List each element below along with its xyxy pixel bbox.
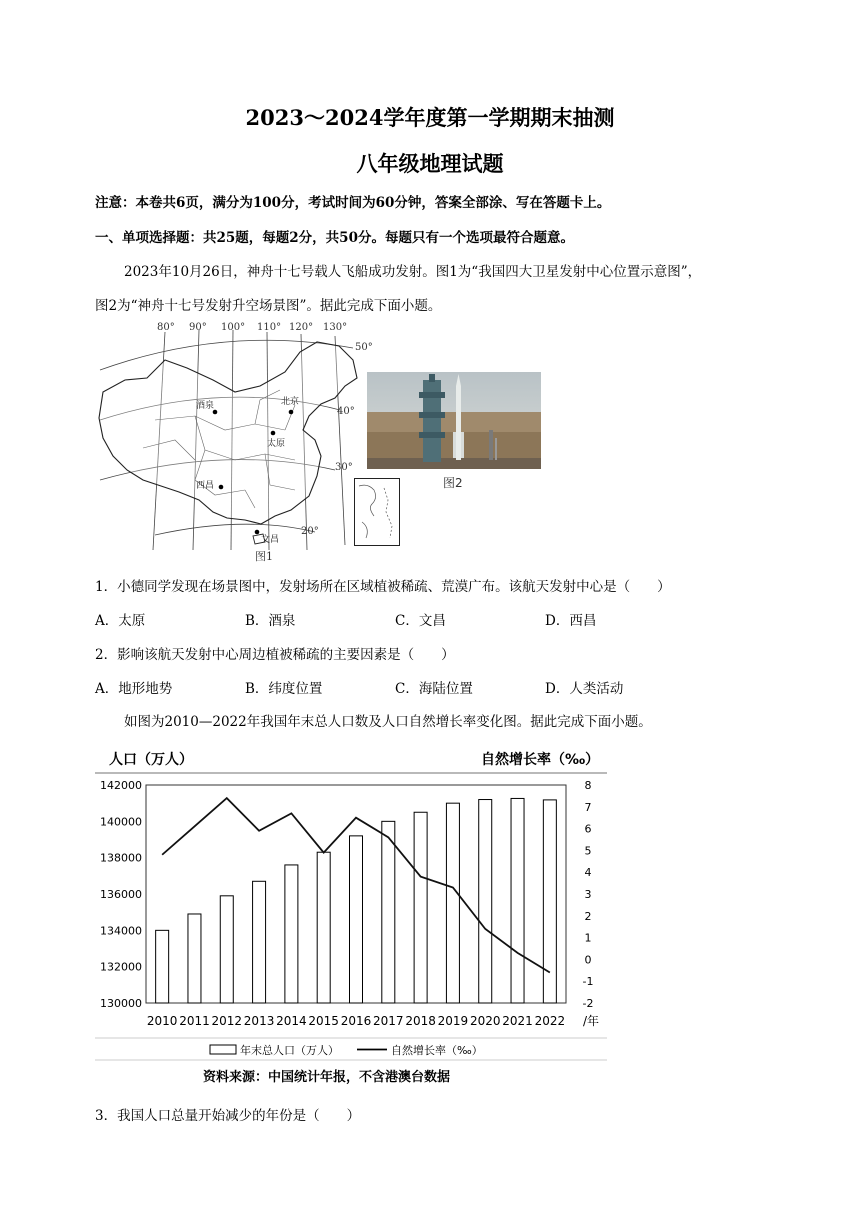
right-tick-label: -2	[582, 997, 594, 1010]
xichang-marker	[219, 485, 224, 490]
population-bar	[317, 852, 330, 1003]
right-tick-label: -1	[582, 975, 594, 989]
lon-label: 110°	[257, 322, 282, 333]
population-bar	[220, 896, 233, 1003]
population-bar	[156, 930, 169, 1003]
y-right-axis-label: 自然增长率（‰）	[481, 752, 600, 768]
notice: 注意：本卷共6页，满分为100分，考试时间为60分钟，答案全部涂、写在答题卡上。	[95, 195, 611, 211]
place-label-taiyuan: 太原	[267, 439, 286, 449]
x-tick-label: 2013	[243, 1014, 275, 1028]
left-tick-label: 138000	[100, 851, 142, 865]
place-label-xichang: 西昌	[196, 481, 215, 491]
q2-option-a[interactable]: A．地形地势	[95, 681, 173, 697]
q1-option-c[interactable]: C．文昌	[395, 613, 446, 629]
legend-bar-label: 年末总人口（万人）	[240, 1044, 339, 1057]
q1-option-d[interactable]: D．西昌	[545, 613, 597, 629]
figure1-map	[95, 320, 395, 565]
legend-line-label: 自然增长率（‰）	[391, 1044, 483, 1057]
q1-option-a[interactable]: A．太原	[95, 613, 146, 629]
population-bars	[156, 798, 557, 1003]
population-bar	[382, 821, 395, 1003]
place-label-jiuquan: 酒泉	[196, 401, 215, 411]
right-tick-labels	[583, 779, 594, 1010]
page-title: 2023～2024学年度第一学期期末抽测	[245, 105, 615, 130]
left-tick-label: 130000	[100, 997, 142, 1010]
taiyuan-marker	[271, 431, 276, 436]
x-tick-labels	[147, 1014, 565, 1028]
lat-label: 20°	[301, 526, 319, 537]
x-tick-label: 2010	[146, 1014, 178, 1028]
lon-label: 130°	[323, 322, 348, 333]
x-tick-label: 2012	[211, 1014, 243, 1028]
x-tick-label: 2011	[179, 1014, 210, 1028]
right-tick-label: 5	[584, 844, 592, 858]
x-tick-label: 2020	[469, 1014, 501, 1028]
question-2-stem: 2．影响该航天发射中心周边植被稀疏的主要因素是（ ）	[95, 647, 455, 663]
right-tick-label: 4	[584, 866, 592, 880]
x-axis-unit: /年	[583, 1014, 600, 1028]
place-label-beijing: 北京	[281, 397, 300, 407]
x-tick-label: 2019	[437, 1014, 469, 1028]
x-tick-label: 2021	[502, 1014, 533, 1028]
x-tick-label: 2017	[373, 1014, 404, 1028]
section-heading: 一、单项选择题：共25题，每题2分，共50分。每题只有一个选项最符合题意。	[95, 230, 574, 246]
intro-paragraph-1-cont: 图2为“神舟十七号发射升空场景图”。据此完成下面小题。	[95, 298, 442, 314]
question-3-stem: 3．我国人口总量开始减少的年份是（ ）	[95, 1108, 361, 1124]
population-bar	[188, 914, 201, 1003]
intro-paragraph-2: 如图为2010—2022年我国年末总人口数及人口自然增长率变化图。据此完成下面小题。	[124, 714, 652, 730]
y-left-axis-label: 人口（万人）	[109, 752, 193, 768]
lat-label: 30°	[335, 462, 353, 473]
lat-label: 50°	[355, 342, 373, 353]
right-tick-label: 6	[584, 822, 592, 836]
page-subtitle: 八年级地理试题	[356, 151, 504, 176]
south-china-sea-inset	[354, 478, 400, 546]
x-tick-label: 2018	[405, 1014, 436, 1028]
q2-option-c[interactable]: C．海陆位置	[395, 681, 473, 697]
map-country-outline	[99, 342, 357, 524]
q1-option-b[interactable]: B．酒泉	[245, 613, 296, 629]
right-tick-label: 8	[584, 779, 592, 792]
population-chart	[95, 745, 615, 1090]
left-tick-label: 142000	[100, 779, 142, 792]
left-tick-labels	[100, 779, 142, 1010]
legend-bar-swatch	[210, 1045, 236, 1054]
lon-label: 90°	[189, 322, 207, 333]
question-1-stem: 1．小德同学发现在场景图中，发射场所在区域植被稀疏、荒漠广布。该航天发射中心是（ ）	[95, 579, 671, 595]
x-tick-label: 2022	[534, 1014, 566, 1028]
chart-source-note: 资料来源：中国统计年报，不含港澳台数据	[203, 1070, 451, 1085]
lat-label: 40°	[337, 406, 355, 417]
lon-label: 100°	[221, 322, 246, 333]
left-tick-label: 132000	[100, 960, 142, 974]
figure1-caption: 图1	[255, 550, 273, 563]
population-bar	[479, 800, 492, 1003]
population-bar	[511, 798, 524, 1003]
x-tick-label: 2016	[340, 1014, 372, 1028]
map-longitude-labels	[157, 322, 347, 333]
population-bar	[253, 881, 266, 1003]
lon-label: 120°	[289, 322, 314, 333]
right-tick-label: 0	[584, 953, 592, 967]
intro-paragraph-1: 2023年10月26日，神舟十七号载人飞船成功发射。图1为“我国四大卫星发射中心位置示意图”，	[124, 264, 702, 280]
population-bar	[446, 803, 459, 1003]
left-tick-label: 136000	[100, 888, 142, 901]
right-tick-label: 2	[584, 909, 592, 923]
right-tick-label: 7	[584, 800, 592, 814]
right-tick-label: 3	[584, 888, 592, 901]
figure2-caption: 图2	[443, 476, 463, 490]
lon-label: 80°	[157, 322, 175, 333]
wenchang-marker	[255, 530, 260, 535]
population-bar	[350, 836, 363, 1003]
x-tick-label: 2015	[308, 1014, 339, 1028]
place-label-wenchang: 文昌	[261, 535, 280, 545]
right-tick-label: 1	[584, 931, 592, 945]
left-tick-label: 134000	[100, 924, 142, 938]
figure2-launch-photo	[367, 372, 541, 469]
x-tick-label: 2014	[276, 1014, 307, 1028]
left-tick-label: 140000	[100, 815, 142, 829]
population-bar	[414, 812, 427, 1003]
population-bar	[543, 800, 556, 1003]
population-bar	[285, 865, 298, 1003]
q2-option-d[interactable]: D．人类活动	[545, 681, 624, 697]
beijing-marker	[289, 410, 294, 415]
q2-option-b[interactable]: B．纬度位置	[245, 681, 323, 697]
